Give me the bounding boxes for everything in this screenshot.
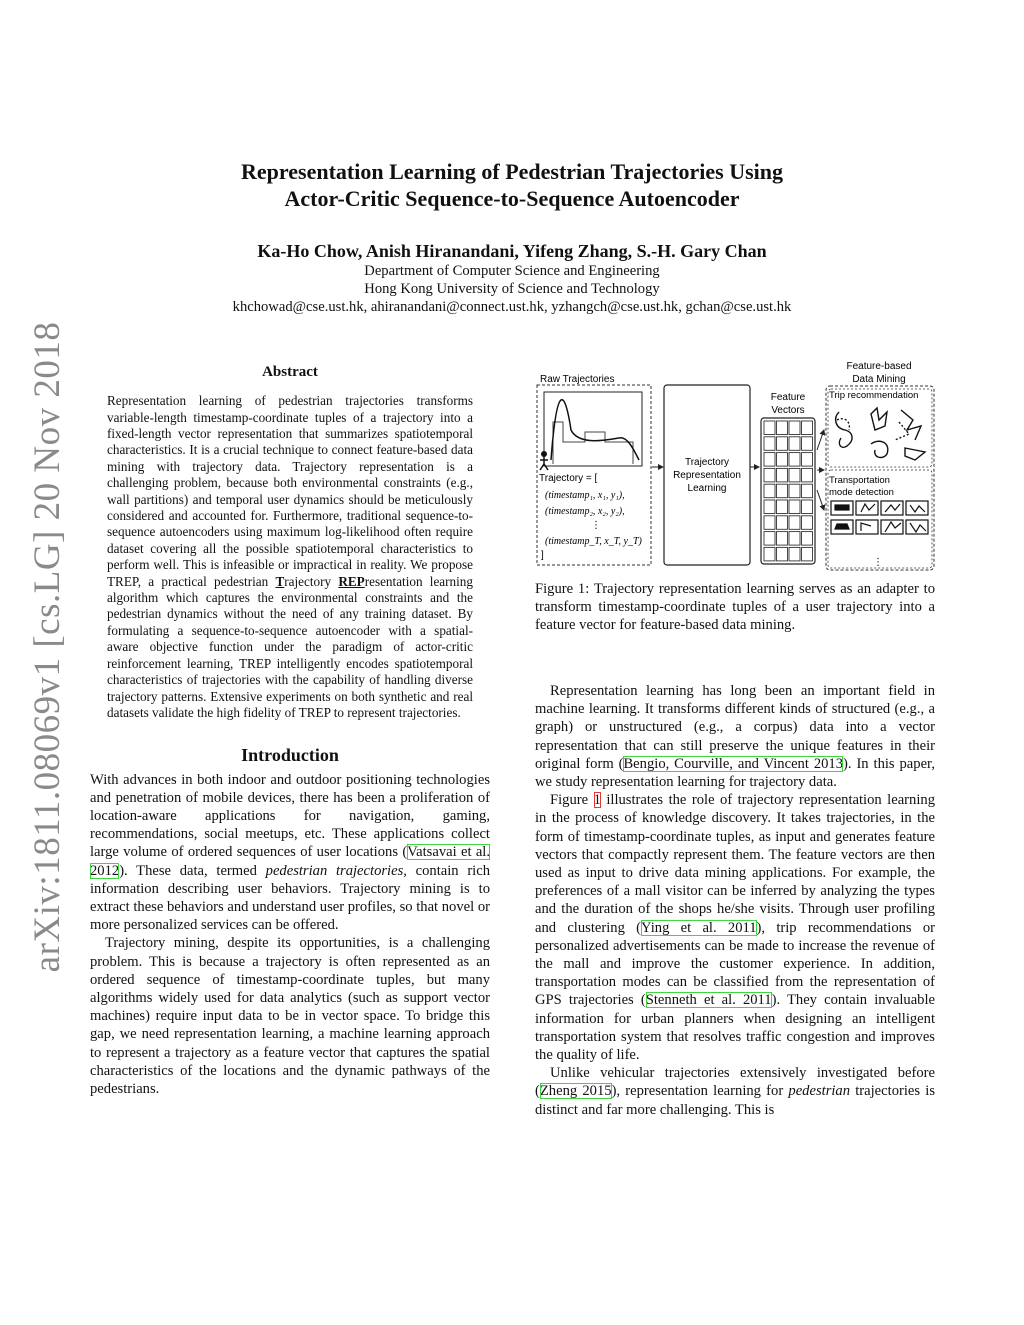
abstract-heading: Abstract (262, 364, 318, 380)
feature-vector-cell (764, 547, 775, 561)
text-run: ), representation learning for (611, 1083, 789, 1100)
feature-vector-cell (802, 547, 813, 561)
text-run: With advances in both indoor and outdoor positioning technologies and penetration of mobile devices, there has been a proliferation of location-aware applications for navigation, gaming, recommendations, social meetups, etc. These applications collect large volume of ordered sequences of user locations ( (90, 771, 490, 861)
arrow-to-transport (817, 490, 824, 510)
trip-clusters-icon (836, 408, 925, 460)
pedestrian-icon (540, 451, 548, 470)
trajectory-tuple-2: (timestamp₂, x₂, y₂), (545, 506, 625, 517)
affiliation-university: Hong Kong University of Science and Technology (364, 281, 660, 297)
feature-vector-cell (777, 484, 788, 498)
right-body (535, 682, 935, 1119)
right-paragraph-2 (535, 791, 935, 1064)
feature-vector-cell (802, 532, 813, 546)
feature-vector-cell (764, 516, 775, 530)
data-mining-label-2: Data Mining (852, 374, 906, 385)
text-run: Representation learning has long been an important field in machine learning. It transforms different kinds of structured (e.g., a graph) or unstructured (e.g., a corpus) data into a vector representation that can still preserve the unique features in their original form ( (535, 683, 935, 772)
left-column (90, 363, 490, 1098)
learning-label-line-1: Trajectory (684, 457, 730, 468)
feature-vector-cell (789, 437, 800, 451)
abstract-acronym-t: T (275, 573, 285, 589)
arxiv-identifier: arXiv:1811.08069v1 [cs.LG] 20 Nov 2018 (27, 321, 68, 973)
feature-vector-cell (764, 453, 775, 467)
citation-link[interactable]: Ying et al. 2011 (641, 919, 757, 936)
text-run: illustrates the role of trajectory representation learning in the process of knowledge discovery. It takes trajectories, in the form of timestamp-coordinate tuples, as input and generates feature vectors that compactly represent them. The feature vectors are then used as input to drive data mining applications. For example, the preferences of a mall visitor can be inferred by analyzing the types and the duration of the shops he/she visits. Through user profiling and clustering ( (535, 792, 935, 936)
paper-title (0, 158, 1024, 212)
text-run: ). They contain invaluable information for urban planners when designing an intelligent transportation system that resolves traffic congestion and improves the quality of life. (535, 992, 935, 1064)
feature-vector-cell (789, 468, 800, 482)
paper-header (0, 158, 1024, 316)
author-emails: khchowad@cse.ust.hk, ahiranandani@connect.ust.hk, yzhangch@cse.ust.hk, gchan@cse.ust.hk (232, 299, 792, 315)
feature-vector-cell (802, 437, 813, 451)
data-mining-label-1: Feature-based (846, 361, 912, 372)
feature-vector-cell (777, 500, 788, 514)
arrow-to-trip (817, 430, 824, 450)
feature-vector-cell (789, 516, 800, 530)
transport-icons (831, 501, 928, 534)
trajectory-tuple-1: (timestamp₁, x₁, y₁), (545, 490, 625, 501)
trajectory-list-open: Trajectory = [ (539, 473, 598, 484)
learning-label-line-3: Learning (687, 483, 727, 494)
trip-recommendation-label: Trip recommendation (829, 390, 919, 401)
feature-vector-grid (761, 418, 815, 564)
text-run: trajectories is distinct and far more challenging. This is (535, 1083, 936, 1118)
feature-vector-cell (789, 547, 800, 561)
figure-1 (535, 360, 935, 572)
raw-trajectories-label: Raw Trajectories (540, 374, 615, 385)
abstract-part: resentation learning algorithm which captures the environmental constraints and the pedestrian dynamics without the need of any training dataset. By formulating a sequence-to-sequence autoencoder with a spatial-aware objective function under the paradigm of actor-critic reinforcement learning, TREP intelligently encodes spatiotemporal characteristics of trajectories with the capability of handling diverse trajectory patterns. Extensive experiments on both synthetic and real datasets validate the high fidelity of TREP to represent trajectories. (107, 573, 473, 720)
feature-vector-cell (777, 421, 788, 435)
intro-paragraph-1 (90, 771, 490, 935)
abstract-part: Representation learning of pedestrian trajectories transforms variable-length timestamp-coordinate tuples of a trajectory into a fixed-length vector representation that summarizes spatiotemporal characteristics. It is a crucial technique to connect feature-based data mining with trajectory data. Trajectory representation is a challenging problem, because both environmental constraints (e.g., wall partitions) and temporal user dynamics should be meticulously considered and accounted for. Furthermore, traditional sequence-to-sequence autoencoders using maximum log-likelihood often require dataset covering all the possible spatiotemporal characteristics to perform well. This is infeasible or impractical in reality. We propose TREP, a practical pedestrian (107, 393, 473, 589)
abstract-text (107, 393, 473, 721)
citation-link[interactable]: Stenneth et al. 2011 (645, 992, 772, 1009)
feature-vector-cell (764, 532, 775, 546)
figure-reference-link[interactable]: 1 (593, 792, 601, 809)
feature-vector-cell (764, 421, 775, 435)
feature-vector-cell (777, 547, 788, 561)
affiliation-department: Department of Computer Science and Engineering (364, 263, 660, 279)
title-line-1: Representation Learning of Pedestrian Trajectories Using (241, 159, 783, 184)
intro-paragraph-2: Trajectory mining, despite its opportunities, is a challenging problem. This is because a trajectory is often represented as an ordered sequence of timestamp-coordinate tuples, but many algorithms widely used for data analytics (such as support vector machines) require input data to be in vector space. To bridge this gap, we need representation learning, a machine learning approach to represent a trajectory as a feature vector that captures the spatial characteristics of the locations and the dynamic pathways of the pedestrians. (90, 935, 490, 1097)
feature-vector-cell (789, 484, 800, 498)
feature-vector-cell (802, 421, 813, 435)
citation-link[interactable]: Vatsavai et al. 2012 (90, 844, 491, 879)
feature-vector-cell (789, 453, 800, 467)
feature-vector-cell (802, 468, 813, 482)
feature-vector-cell (802, 484, 813, 498)
transport-mode-label-2: mode detection (829, 487, 894, 498)
abstract-part: rajectory (284, 573, 339, 589)
more-applications-dots: ⋮ (873, 557, 883, 568)
title-line-2: Actor-Critic Sequence-to-Sequence Autoencoder (284, 186, 740, 211)
text-run: ), trip recommendations or personalized advertisements can be made to increase the revenue of the mall and improve the customer experience. In addition, transportation modes can be classified from the representation of GPS trajectories ( (535, 919, 936, 1009)
figure-1-caption: Figure 1: Trajectory representation learning serves as an adapter to transform timestamp-coordinate tuples of a user trajectory into a feature vector for feature-based data mining. (535, 581, 935, 633)
text-run: , contain rich information describing user behaviors. Trajectory mining is to extract these behaviors and understand user profiles, so that novel or more personalized services can be offered. (90, 862, 491, 934)
right-paragraph-3 (535, 1064, 935, 1119)
abstract-acronym-rep: REP (338, 573, 365, 589)
feature-vector-cell (777, 532, 788, 546)
citation-link[interactable]: Bengio, Courville, and Vincent 2013 (623, 755, 844, 772)
text-run: ). These data, termed (119, 862, 266, 879)
feature-vector-cell (789, 500, 800, 514)
feature-vector-cell (764, 500, 775, 514)
text-run: Figure (550, 792, 594, 809)
feature-vector-cell (802, 516, 813, 530)
trajectory-tuple-t: (timestamp_T, x_T, y_T) (545, 536, 642, 547)
feature-vector-cell (764, 484, 775, 498)
figure-1-diagram (535, 360, 935, 572)
right-column (535, 360, 935, 1119)
text-run: Unlike vehicular trajectories extensively investigated before ( (535, 1065, 935, 1100)
text-run: ). In this paper, we study representation learning for trajectory data. (535, 755, 935, 791)
feature-vector-cell (789, 421, 800, 435)
learning-label-line-2: Representation (673, 470, 741, 481)
introduction-heading: Introduction (241, 745, 339, 766)
trajectory-list-close: ] (541, 550, 544, 561)
feature-vector-cell (777, 453, 788, 467)
feature-vector-cell (777, 516, 788, 530)
feature-vector-cell (789, 532, 800, 546)
emphasis-text: pedestrian (788, 1083, 851, 1100)
feature-vector-cell (764, 437, 775, 451)
trajectory-vdots: ⋮ (591, 520, 601, 531)
emphasis-text: pedestrian trajectories (265, 862, 404, 879)
transport-mode-label-1: Transportation (829, 475, 890, 486)
feature-vector-cell (764, 468, 775, 482)
right-paragraph-1 (535, 682, 935, 791)
feature-vector-cell (777, 468, 788, 482)
feature-vectors-label-1: Feature (770, 392, 806, 403)
feature-vector-cell (777, 437, 788, 451)
feature-vectors-label-2: Vectors (771, 405, 805, 416)
feature-vector-cell (802, 500, 813, 514)
citation-link[interactable]: Zheng 2015 (539, 1083, 612, 1100)
feature-vector-cell (802, 453, 813, 467)
author-list: Ka-Ho Chow, Anish Hiranandani, Yifeng Zhang, S.-H. Gary Chan (257, 241, 767, 261)
